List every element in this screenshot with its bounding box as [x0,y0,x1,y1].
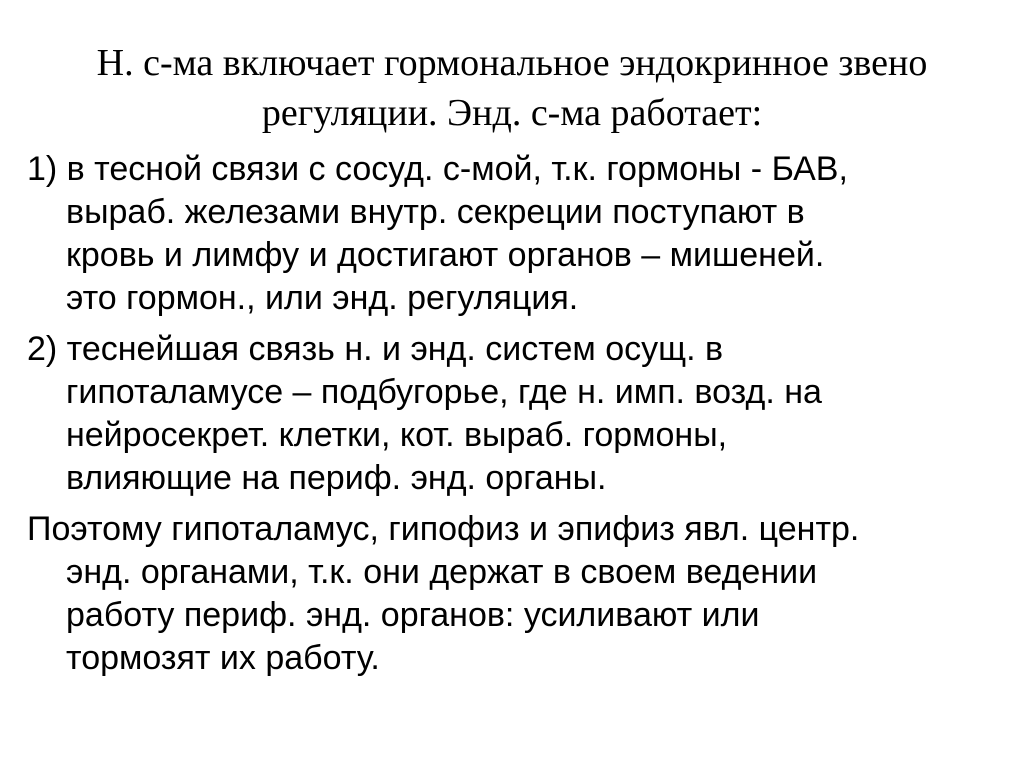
paragraph-3 [27,508,1007,680]
text-line: 1) в тесной связи с сосуд. с-мой, т.к. гормоны - БАВ, [27,150,848,188]
text-line: выраб. железами внутр. секреции поступают в [66,193,805,231]
text-line: гипоталамусе – подбугорье, где н. имп. возд. на [66,373,822,411]
text-line: влияющие на периф. энд. органы. [66,459,607,497]
text-line: это гормон., или энд. регуляция. [66,279,579,317]
text-line: нейросекрет. клетки, кот. выраб. гормоны, [66,416,728,454]
text-line: энд. органами, т.к. они держат в своем ведении [66,553,818,591]
slide-title [40,38,984,138]
paragraph-1 [27,148,1007,320]
title-line: регуляции. Энд. с-ма работает: [261,92,763,134]
paragraph-2 [27,328,1007,500]
text-line: тормозят их работу. [66,639,380,677]
title-line: Н. с-ма включает гормональное эндокринное звено [96,42,928,84]
text-line: 2) теснейшая связь н. и энд. систем осущ. в [27,330,724,368]
text-line: работу периф. энд. органов: усиливают или [66,596,760,634]
text-line: кровь и лимфу и достигают органов – мишеней. [66,236,825,274]
text-line: Поэтому гипоталамус, гипофиз и эпифиз явл. центр. [27,510,860,548]
slide-body [27,148,1007,688]
